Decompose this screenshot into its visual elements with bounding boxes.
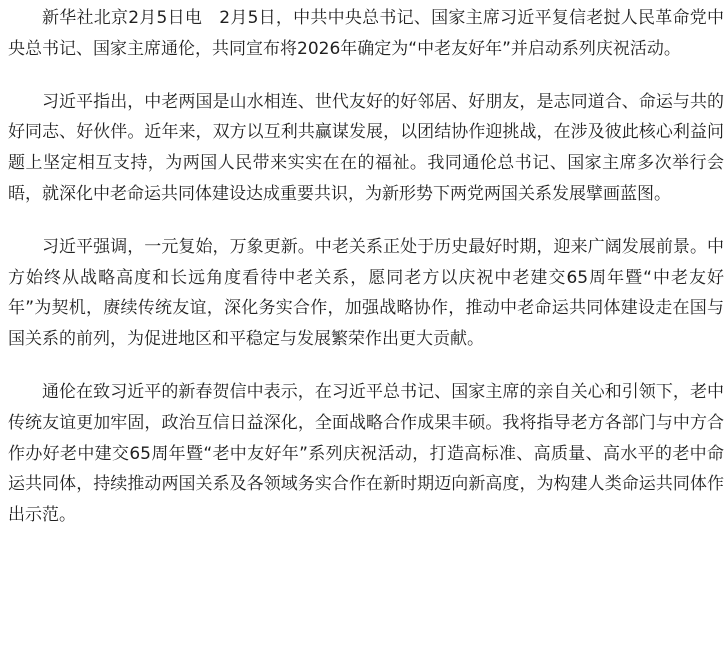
paragraph-4: 通伦在致习近平的新春贺信中表示，在习近平总书记、国家主席的亲自关心和引领下，老中传统友谊更加牢固，政治互信日益深化，全面战略合作成果丰硕。我将指导老方各部门与中方合作办好老中建交65周年暨“老中友好年”系列庆祝活动，打造高标准、高质量、高水平的老中命运共同体，持续推动两国关系及各领域务实合作在新时期迈向新高度，为构建人类命运共同体作出示范。 bbox=[8, 381, 724, 526]
paragraph-2: 习近平指出，中老两国是山水相连、世代友好的好邻居、好朋友，是志同道合、命运与共的好同志、好伙伴。近年来，双方以互利共赢谋发展，以团结协作迎挑战，在涉及彼此核心利益问题上坚定相互支持，为两国人民带来实实在在的福祉。我同通伦总书记、国家主席多次举行会晤，就深化中老命运共同体建设达成重要共识，为新形势下两党两国关系发展擘画蓝图。 bbox=[8, 91, 724, 204]
paragraph-1: 新华社北京2月5日电 2月5日，中共中央总书记、国家主席习近平复信老挝人民革命党中央总书记、国家主席通伦，共同宣布将2026年确定为“中老友好年”并启动系列庆祝活动。 bbox=[8, 8, 724, 59]
paragraph-3: 习近平强调，一元复始，万象更新。中老关系正处于历史最好时期，迎来广阔发展前景。中方始终从战略高度和长远角度看待中老关系，愿同老方以庆祝中老建交65周年暨“中老友好年”为契机，赓续传统友谊，深化务实合作，加强战略协作，推动中老命运共同体建设走在国与国关系的前列，为促进地区和平稳定与发展繁荣作出更大贡献。 bbox=[8, 236, 724, 350]
